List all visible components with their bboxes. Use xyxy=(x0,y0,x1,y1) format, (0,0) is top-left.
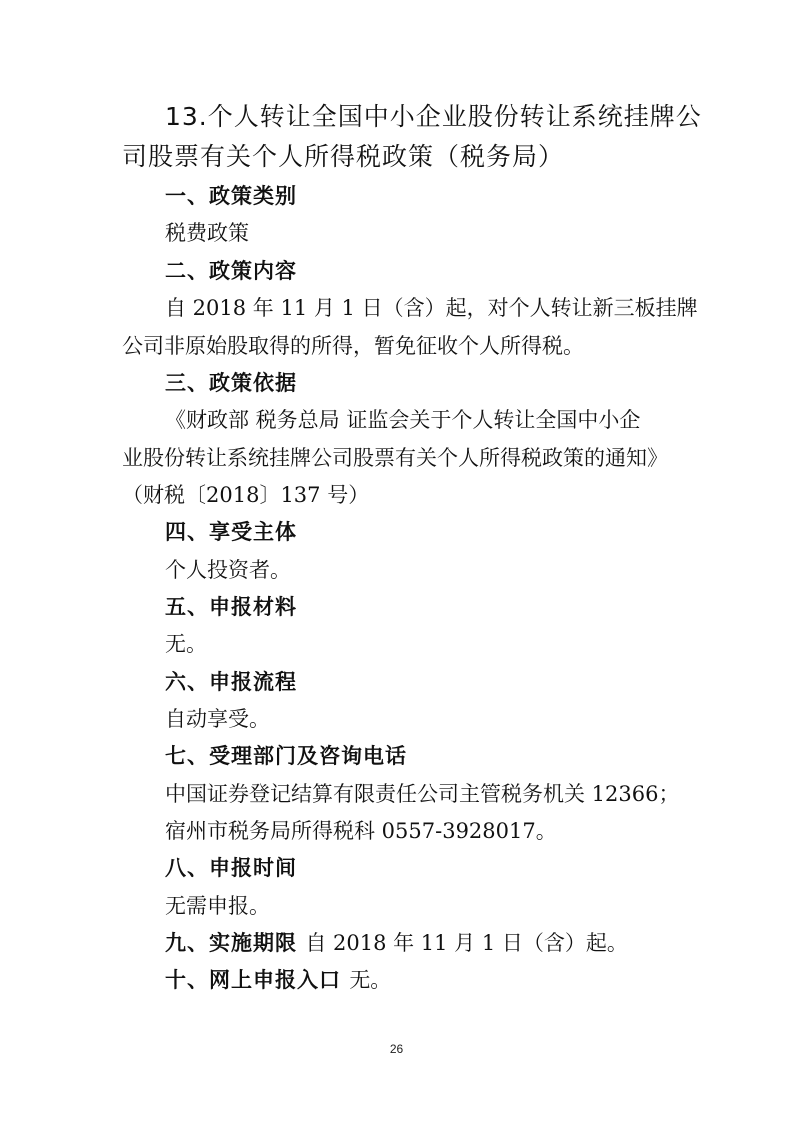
section-body-policy-basis-3: （财税〔2018〕137 号） xyxy=(122,483,370,507)
section-heading-materials: 五、申报材料 xyxy=(165,595,297,619)
section-body-online-entry: 无。 xyxy=(349,968,392,992)
section-body-policy-content-1: 自 2018 年 11 月 1 日（含）起，对个人转让新三板挂牌 xyxy=(165,296,698,320)
section-body-materials: 无。 xyxy=(165,632,207,656)
page-number: 26 xyxy=(389,1042,404,1056)
section-body-beneficiary: 个人投资者。 xyxy=(165,558,291,582)
section-heading-policy-category: 一、政策类别 xyxy=(165,184,297,208)
section-body-implementation-period: 自 2018 年 11 月 1 日（含）起。 xyxy=(305,931,628,955)
section-heading-contact: 七、受理部门及咨询电话 xyxy=(165,744,407,768)
section-body-policy-basis-2: 业股份转让系统挂牌公司股票有关个人所得税政策的通知》 xyxy=(122,446,668,470)
section-implementation-period xyxy=(165,928,735,958)
section-body-contact-2: 宿州市税务局所得税科 0557-3928017。 xyxy=(165,819,557,843)
section-heading-procedure: 六、申报流程 xyxy=(165,670,297,694)
section-body-procedure: 自动享受。 xyxy=(165,707,270,731)
section-heading-beneficiary: 四、享受主体 xyxy=(165,520,297,544)
section-body-contact-1: 中国证券登记结算有限责任公司主管税务机关 12366； xyxy=(165,782,680,806)
section-heading-policy-basis: 三、政策依据 xyxy=(165,371,297,395)
doc-title-line-2: 司股票有关个人所得税政策（税务局） xyxy=(122,142,565,171)
section-heading-online-entry: 十、网上申报入口 xyxy=(165,968,341,992)
section-body-policy-basis-1: 《财政部 税务总局 证监会关于个人转让全国中小企 xyxy=(165,408,641,432)
section-online-entry xyxy=(165,965,735,995)
section-body-filing-time: 无需申报。 xyxy=(165,894,270,918)
section-heading-filing-time: 八、申报时间 xyxy=(165,856,297,880)
section-heading-implementation-period: 九、实施期限 xyxy=(165,931,297,955)
section-body-policy-category: 税费政策 xyxy=(165,221,249,245)
section-body-policy-content-2: 公司非原始股取得的所得，暂免征收个人所得税。 xyxy=(122,334,584,358)
section-heading-policy-content: 二、政策内容 xyxy=(165,259,297,283)
doc-title-line-1: 13.个人转让全国中小企业股份转让系统挂牌公 xyxy=(165,102,702,131)
